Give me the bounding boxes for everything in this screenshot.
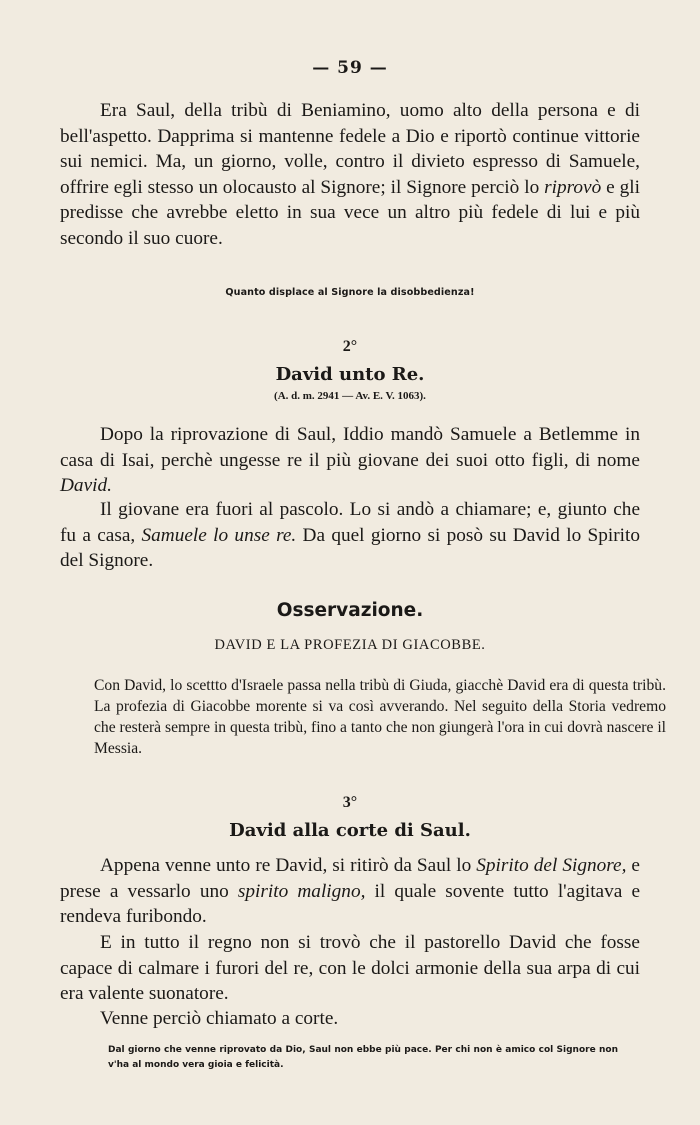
moral-note: Quanto displace al Signore la disobbedienza! [225,287,475,298]
section-title: David alla corte di Saul. [229,820,471,841]
section3-paragraph-2: E in tutto il regno non si trovò che il pastorello David che fosse capace di calmare i furori del re, con le dolci armonie della sua arpa di cui era valente suonatore. [60,932,640,1005]
section3-paragraph-3: Venne perciò chiamato a corte. [100,1008,339,1029]
section-number: 3° [342,794,358,811]
emphasis: Samuele lo unse re. [141,524,297,546]
intro-paragraph: Era Saul, della tribù di Beniamino, uomo alto della persona e di bell'aspetto. Dapprima si mantenne fedele a Dio e riportò continue vittorie sui nemici. Ma, un giorno, volle, contro il divieto espresso di Samuele, offrire egli stesso un olocausto al Signore; il Signore perciò lo riprovò e gli predisse che avrebbe eletto in sua vece un altro più fedele di lui e più secondo il suo cuore. [60,100,640,249]
emphasis: Spirito del Signore, [476,855,627,876]
emphasis: David. [60,475,112,497]
footnote: Dal giorno che venne riprovato da Dio, Saul non ebbe più pace. Per chi non è amico col Signore non v'ha al mondo vera gioia e felicità. [108,1045,618,1070]
section2-paragraph-2: Il giovane era fuori al pascolo. Lo si andò a chiamare; e, giunto che fu a casa, Samuele lo unse re. Da quel giorno si posò su David lo Spirito del Signore. [60,499,640,572]
emphasis: riprovò [544,176,602,198]
section3-paragraph-1: Appena venne unto re David, si ritirò da Saul lo Spirito del Signore, e prese a vessarlo uno spirito maligno, il quale sovente tutto l'agitava e rendeva furibondo. [60,855,641,928]
observation-title: Osservazione. [276,600,424,621]
page-number: — 59 — [312,58,388,78]
section-title: David unto Re. [275,364,425,385]
section-date: (A. d. m. 2941 — Av. E. V. 1063). [274,390,426,402]
observation-text: Con David, lo scettto d'Israele passa nella tribù di Giuda, giacchè David era di questa tribù. La profezia di Giacobbe morente si va così avverando. Nel seguito della Storia vedremo che resterà sempre in questa tribù, fino a tanto che non giungerà l'ora in cui dovrà nascere il Messia. [94,677,666,757]
section2-paragraph-1: Dopo la riprovazione di Saul, Iddio mandò Samuele a Betlemme in casa di Isai, perchè ungesse re il più giovane dei suoi otto figli, di nome David. [60,424,640,497]
section-number: 2° [342,338,358,355]
emphasis: spirito maligno, [237,880,366,902]
observation-subtitle: DAVID E LA PROFEZIA DI GIACOBBE. [214,637,486,653]
